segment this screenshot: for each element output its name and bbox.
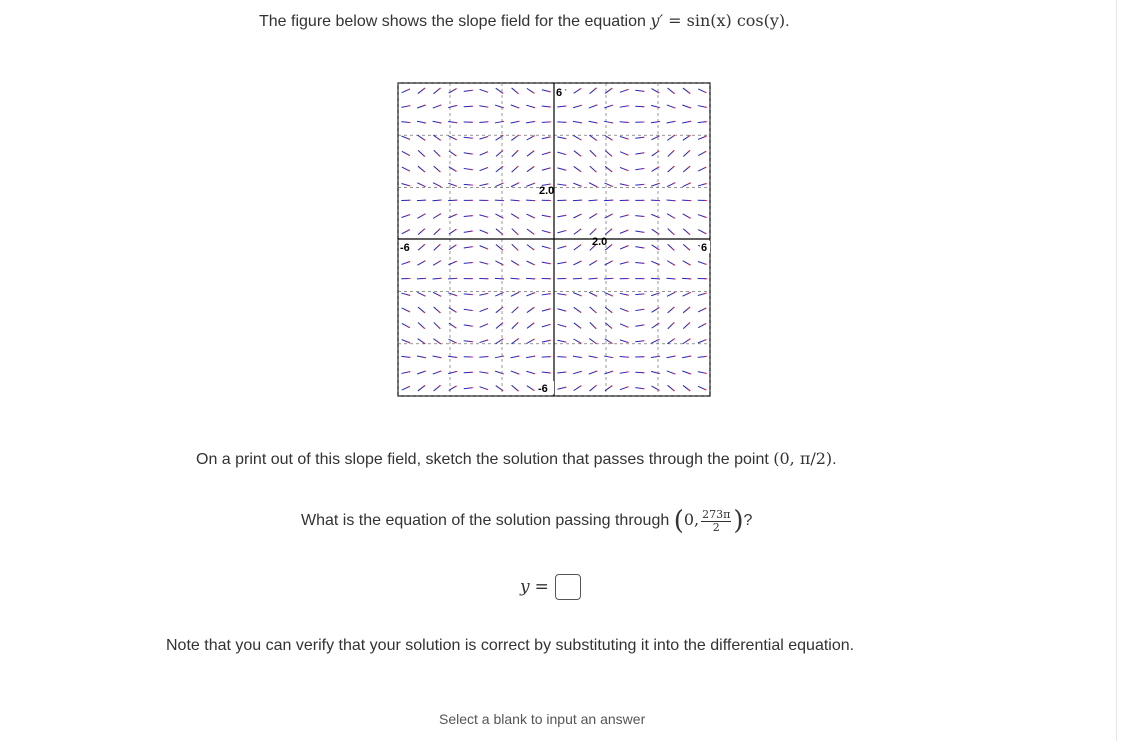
slope-segment-accent <box>454 105 457 106</box>
slope-segment-accent <box>704 293 707 294</box>
slope-segment-accent <box>688 121 691 122</box>
slope-segment-accent <box>564 246 567 247</box>
slope-segment-accent <box>626 215 629 216</box>
tick-label-top: 6 <box>556 87 563 99</box>
slope-segment-accent <box>486 184 489 185</box>
page-right-border <box>1116 0 1117 741</box>
sketch-label: On a print out of this slope field, sketch the solution that passes through the point <box>196 451 774 468</box>
answer-blank-input[interactable] <box>555 574 581 600</box>
slope-segment-accent <box>423 122 426 123</box>
slope-segment-accent <box>626 262 629 263</box>
slope-segment-accent <box>688 356 691 357</box>
input-hint: Select a blank to input an answer <box>439 711 646 727</box>
slope-segment-accent <box>673 356 676 357</box>
slope-segment-accent <box>657 107 660 108</box>
slope-segment-accent <box>564 170 567 171</box>
slope-segment-accent <box>657 373 660 374</box>
open-paren: ( <box>673 506 684 536</box>
slope-segment-accent <box>423 357 426 358</box>
slope-segment-accent <box>408 372 411 373</box>
slope-segment-accent <box>548 168 551 169</box>
slope-segment-accent <box>564 310 567 311</box>
intro-text <box>259 11 790 31</box>
equation-rhs: sin(x) cos(y) <box>686 11 786 30</box>
close-paren: ) <box>733 506 744 536</box>
slope-segment-accent <box>564 342 567 343</box>
slope-segment-accent <box>626 185 629 186</box>
sketch-instruction <box>196 449 837 469</box>
fraction-numerator: 273π <box>702 507 731 521</box>
slope-segment-accent <box>517 121 520 122</box>
slope-segment-accent <box>408 106 411 107</box>
slope-segment-accent <box>454 371 457 372</box>
slope-segment-accent <box>595 357 598 358</box>
tick-label-top-group <box>555 86 565 99</box>
question-label: What is the equation of the solution passing through <box>301 512 674 530</box>
tick-label-left: -6 <box>400 242 410 254</box>
slope-segment-accent <box>439 122 442 123</box>
sketch-period: . <box>832 451 837 468</box>
point-y-fraction <box>701 509 731 533</box>
slope-segment-accent <box>408 185 411 186</box>
slope-segment-accent <box>548 340 551 341</box>
slope-segment-accent <box>564 138 567 139</box>
tick-label-bottom: -6 <box>538 383 548 395</box>
tick-label-left-group <box>399 241 415 254</box>
slope-segment-accent <box>439 357 442 358</box>
point-x: 0, <box>683 510 700 530</box>
slope-segment-accent <box>548 248 551 249</box>
equation-equals: = <box>663 11 687 30</box>
slope-segment-accent <box>595 123 598 124</box>
slope-segment-accent <box>564 230 567 231</box>
tick-label-right-group <box>700 241 710 254</box>
sketch-point: (0, π/2) <box>773 449 833 468</box>
slope-segment-accent <box>548 309 551 310</box>
slope-segment-accent <box>548 137 551 138</box>
tick-label-right: 6 <box>701 242 708 254</box>
slope-segment-accent <box>517 356 520 357</box>
slope-segment-accent <box>486 293 489 294</box>
question-text <box>301 508 752 534</box>
slope-segment-accent <box>626 295 629 296</box>
slope-segment-accent <box>673 121 676 122</box>
slope-segment-accent <box>704 373 707 374</box>
tick-label-bottom-group <box>537 381 554 395</box>
slope-segment-accent <box>408 295 411 296</box>
slope-segment-accent <box>548 232 551 233</box>
slope-segment-accent <box>486 216 489 217</box>
slope-segment-accent <box>486 263 489 264</box>
answer-y-label: y <box>520 577 530 597</box>
question-mark: ? <box>743 512 753 530</box>
verification-note: Note that you can verify that your solution is correct by substituting it into the differential equation. <box>166 637 855 654</box>
slope-field-figure <box>396 81 712 399</box>
answer-row <box>520 572 581 602</box>
slope-segment-accent <box>548 91 551 92</box>
tick-label-center: 2.0 <box>592 236 608 248</box>
slope-segment-accent <box>704 107 707 108</box>
slope-segment-accent <box>564 387 567 388</box>
fraction-denominator: 2 <box>712 520 720 534</box>
intro-label: The figure below shows the slope field for the equation <box>259 13 651 30</box>
slope-segment-accent <box>704 184 707 185</box>
answer-equals: = <box>534 577 549 597</box>
intro-period: . <box>785 13 790 30</box>
equation-lhs: y′ <box>650 11 664 30</box>
tick-label-upper-mid: 2.0 <box>539 185 555 197</box>
